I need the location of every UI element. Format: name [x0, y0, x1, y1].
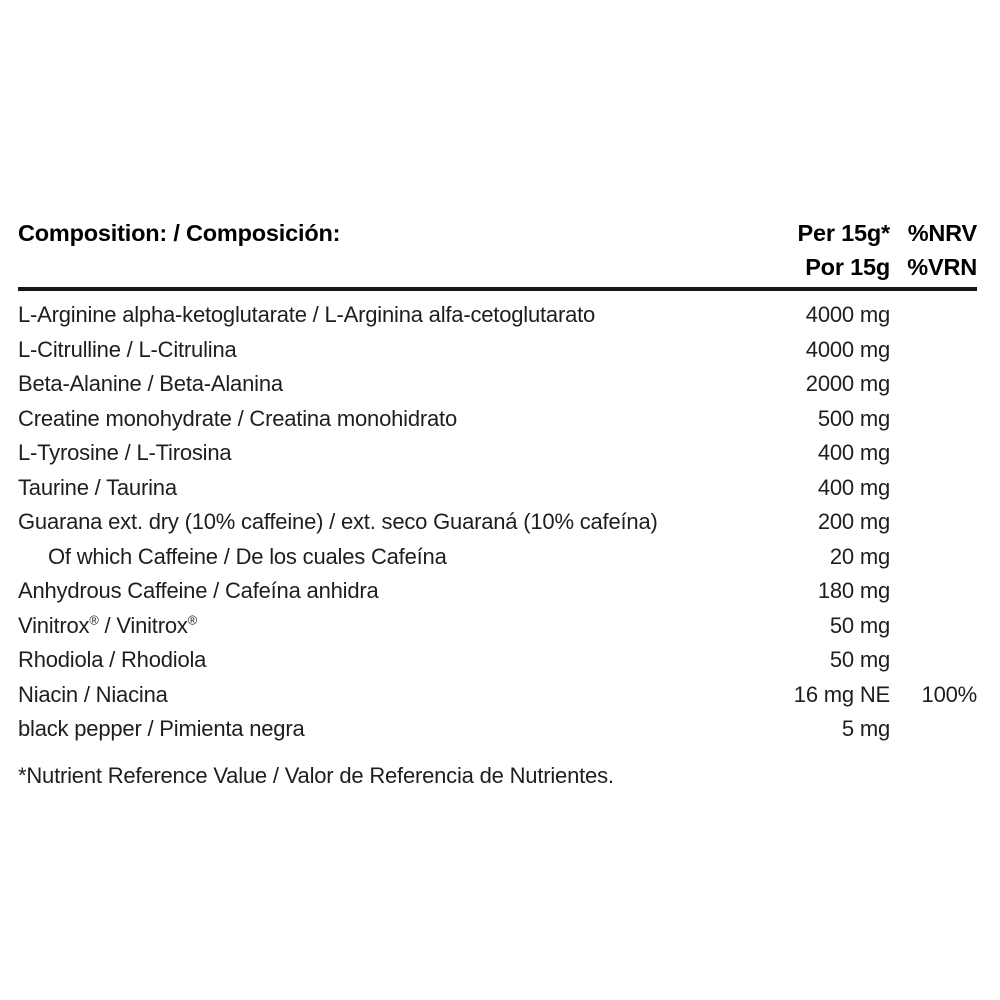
- ingredient-nrv: [890, 712, 977, 747]
- ingredient-name: black pepper / Pimienta negra: [18, 716, 305, 741]
- ingredient-nrv: [890, 540, 977, 575]
- nrv-header-es: %VRN: [907, 254, 977, 280]
- table-row: [18, 367, 977, 402]
- ingredient-amount: 200 mg: [817, 509, 890, 534]
- table-row: [18, 298, 977, 333]
- ingredient-name: Anhydrous Caffeine / Cafeína anhidra: [18, 578, 379, 603]
- ingredient-amount: 180 mg: [817, 578, 890, 603]
- table-row: [18, 333, 977, 368]
- ingredient-nrv: 100%: [921, 681, 977, 707]
- composition-label: [18, 216, 977, 789]
- nrv-header-en: %NRV: [907, 220, 977, 246]
- ingredient-name: L-Citrulline / L-Citrulina: [18, 336, 237, 362]
- table-row: [18, 471, 977, 506]
- nrv-footnote: *Nutrient Reference Value / Valor de Referencia de Nutrientes.: [18, 762, 614, 788]
- ingredient-nrv: [890, 436, 977, 471]
- ingredient-amount: 400 mg: [817, 440, 890, 465]
- header-line-2: [18, 250, 977, 284]
- table-row: [18, 574, 977, 609]
- ingredient-nrv: [890, 298, 977, 333]
- table-row: [18, 643, 977, 678]
- table-row: [18, 678, 977, 713]
- table-row: [18, 712, 977, 747]
- ingredient-amount: 400 mg: [817, 474, 890, 500]
- header-line-1: [18, 216, 977, 250]
- ingredient-amount: 16 mg NE: [793, 681, 890, 707]
- ingredient-name: L-Tyrosine / L-Tirosina: [18, 440, 232, 465]
- ingredient-nrv: [890, 643, 977, 678]
- composition-title: Composition: / Composición:: [18, 220, 341, 246]
- table-row: [18, 609, 977, 644]
- ingredient-amount: 20 mg: [829, 543, 890, 569]
- per-serving-header-es: Por 15g: [805, 254, 890, 280]
- ingredient-amount: 2000 mg: [805, 371, 890, 396]
- header-spacer: [18, 250, 772, 284]
- ingredient-nrv: [890, 333, 977, 368]
- table-row: [18, 505, 977, 540]
- ingredient-nrv: [890, 609, 977, 644]
- ingredient-table: [18, 298, 977, 747]
- ingredient-amount: 4000 mg: [805, 336, 890, 362]
- ingredient-name: L-Arginine alpha-ketoglutarate / L-Arginina alfa-cetoglutarato: [18, 302, 596, 327]
- ingredient-nrv: [890, 574, 977, 609]
- ingredient-amount: 5 mg: [841, 716, 890, 741]
- table-row: [18, 436, 977, 471]
- ingredient-nrv: [890, 402, 977, 437]
- ingredient-name: Creatine monohydrate / Creatina monohidrato: [18, 405, 457, 431]
- ingredient-nrv: [890, 367, 977, 402]
- ingredient-nrv: [890, 505, 977, 540]
- ingredient-name: Vinitrox® / Vinitrox®: [18, 612, 197, 638]
- ingredient-name: Rhodiola / Rhodiola: [18, 647, 207, 672]
- ingredient-name: Beta-Alanine / Beta-Alanina: [18, 371, 283, 396]
- ingredient-name: Guarana ext. dry (10% caffeine) / ext. seco Guaraná (10% cafeína): [18, 509, 658, 534]
- ingredient-amount: 50 mg: [829, 647, 890, 672]
- ingredient-nrv: [890, 471, 977, 506]
- ingredient-amount: 4000 mg: [805, 302, 890, 327]
- ingredient-name: Niacin / Niacina: [18, 681, 168, 707]
- ingredient-name: Taurine / Taurina: [18, 474, 177, 500]
- table-row-sub: [18, 540, 977, 575]
- ingredient-amount: 50 mg: [829, 612, 890, 638]
- ingredient-amount: 500 mg: [817, 405, 890, 431]
- header-rule: [18, 287, 977, 291]
- ingredient-name: Of which Caffeine / De los cuales Cafeína: [48, 543, 447, 569]
- per-serving-header-en: Per 15g*: [797, 220, 890, 246]
- table-row: [18, 402, 977, 437]
